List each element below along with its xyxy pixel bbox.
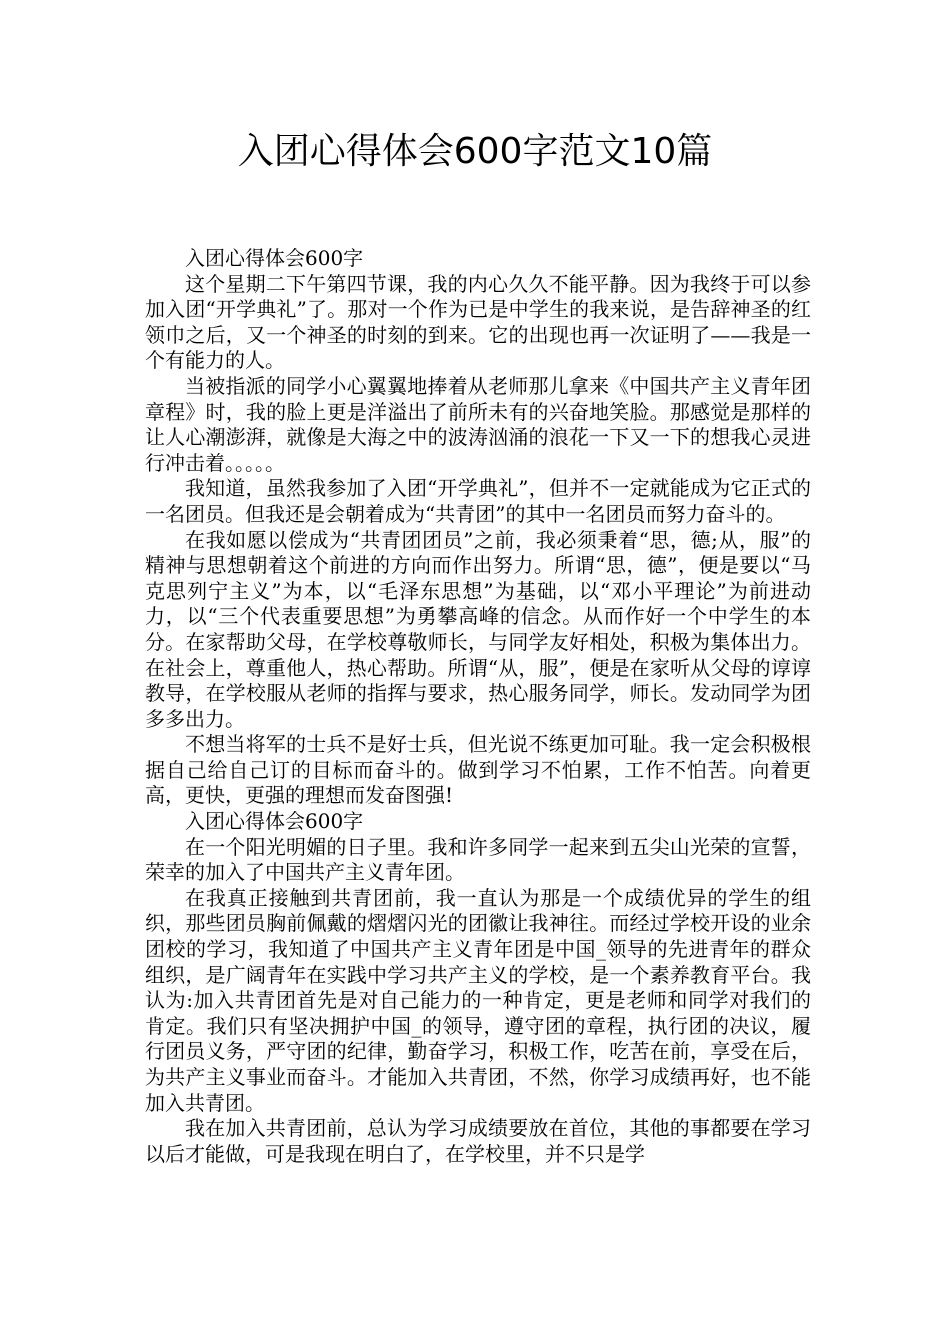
paragraph: 这个星期二下午第四节课，我的内心久久不能平静。因为我终于可以参加入团“开学典礼”了。那对一个作为已是中学生的我来说，是告辞神圣的红领巾之后，又一个神圣的时刻的到来。它的出现也再一次证明了——我是一个有能力的人。 bbox=[145, 271, 811, 373]
document-body bbox=[145, 246, 811, 1167]
paragraph: 当被指派的同学小心翼翼地捧着从老师那儿拿来《中国共产主义青年团章程》时，我的脸上更是洋溢出了前所未有的兴奋地笑脸。那感觉是那样的让人心潮澎湃，就像是大海之中的波涛汹涌的浪花一下又一下的想我心灵进行冲击着。。。。。 bbox=[145, 373, 811, 475]
section-heading: 入团心得体会600字 bbox=[185, 246, 364, 270]
paragraph: 我在加入共青团前，总认为学习成绩要放在首位，其他的事都要在学习以后才能做，可是我现在明白了，在学校里，并不只是学 bbox=[145, 1116, 811, 1166]
paragraph: 在我真正接触到共青团前，我一直认为那是一个成绩优异的学生的组织，那些团员胸前佩戴的熠熠闪光的团徽让我神往。而经过学校开设的业余团校的学习，我知道了中国共产主义青年团是中国_领导的先进青年的群众组织，是广阔青年在实践中学习共产主义的学校，是一个素养教育平台。我认为:加入共青团首先是对自己能力的一种肯定，更是老师和同学对我们的肯定。我们只有坚决拥护中国_的领导，遵守团的章程，执行团的决议，履行团员义务，严守团的纪律，勤奋学习，积极工作，吃苦在前，享受在后，为共产主义事业而奋斗。才能加入共青团，不然，你学习成绩再好，也不能加入共青团。 bbox=[145, 885, 811, 1115]
paragraph: 在一个阳光明媚的日子里。我和许多同学一起来到五尖山光荣的宣誓，荣幸的加入了中国共产主义青年团。 bbox=[145, 834, 811, 885]
paragraph: 不想当将军的士兵不是好士兵，但光说不练更加可耻。我一定会积极根据自己给自己订的目标而奋斗的。做到学习不怕累，工作不怕苦。向着更高，更快，更强的理想而发奋图强! bbox=[145, 732, 811, 808]
paragraph: 我知道，虽然我参加了入团“开学典礼”，但并不一定就能成为它正式的一名团员。但我还是会朝着成为“共青团”的其中一名团员而努力奋斗的。 bbox=[145, 476, 811, 526]
document-title: 入团心得体会600字范文10篇 bbox=[237, 131, 713, 172]
section-heading: 入团心得体会600字 bbox=[185, 809, 364, 834]
paragraph: 在我如愿以偿成为“共青团团员”之前，我必须秉着“思，德;从，服”的精神与思想朝着这个前进的方向而作出努力。所谓“思，德”，便是要以“马克思列宁主义”为本，以“毛泽东思想”为基础，以“邓小平理论”为前进动力，以“三个代表重要思想”为勇攀高峰的信念。从而作好一个中学生的本分。在家帮助父母，在学校尊敬师长，与同学友好相处，积极为集体出力。在社会上，尊重他人，热心帮助。所谓“从，服”，便是在家听从父母的谆谆教导，在学校服从老师的指挥与要求，热心服务同学，师长。发动同学为团多多出力。 bbox=[145, 527, 811, 731]
